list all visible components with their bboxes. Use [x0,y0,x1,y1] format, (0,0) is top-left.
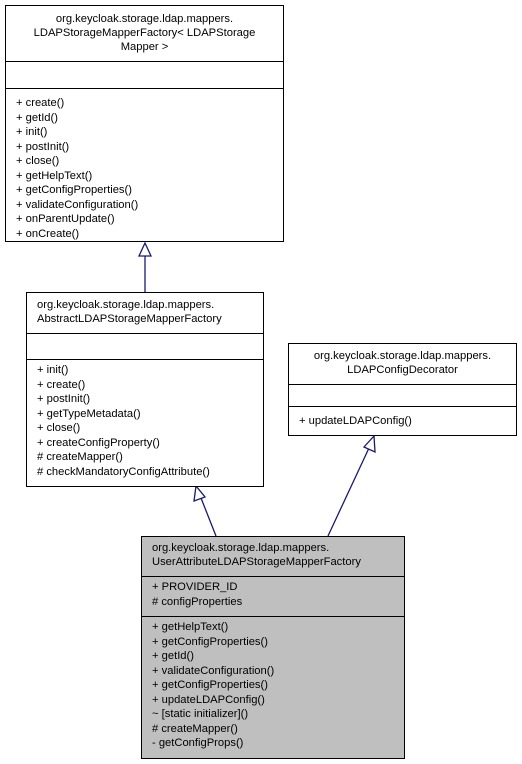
arrow-useratt-to-abstract [201,498,216,536]
method: + validateConfiguration() [152,664,275,677]
title-line: org.keycloak.storage.ldap.mappers. [55,13,234,25]
class-title [142,537,404,576]
title-line: org.keycloak.storage.ldap.mappers. [313,350,492,362]
class-title [6,6,283,61]
method: + init() [16,126,48,138]
class-user-attribute-ldap-storage-mapper-factory[interactable] [141,536,405,759]
method: + create() [37,378,86,391]
method: # createMapper() [152,722,238,735]
method: + getTypeMetadata() [37,407,141,420]
class-title [27,293,263,333]
methods-section [142,616,404,758]
method: + onCreate() [16,227,80,240]
method: + create() [16,97,65,109]
method: + getConfigProperties() [152,635,268,648]
arrowhead-abstract [194,486,205,501]
method: - getConfigProps() [152,737,244,749]
method: + updateLDAPConfig() [299,415,412,427]
title-line: Mapper > [120,41,169,53]
method: + validateConfiguration() [16,198,139,211]
class-ldap-storage-mapper-factory[interactable] [5,5,284,242]
method: # checkMandatoryConfigAttribute() [37,465,210,478]
attributes-section [27,333,263,359]
title-line: LDAPStorageMapperFactory< LDAPStorage [33,27,256,39]
title-line: LDAPConfigDecorator [347,364,458,376]
method: + getConfigProperties() [152,679,268,691]
arrow-useratt-to-decorator [328,448,369,536]
method: + getHelpText() [16,169,93,182]
arrowhead-factory [139,243,151,256]
class-abstract-ldap-storage-mapper-factory[interactable] [26,292,264,487]
class-title [289,344,516,384]
method: + close() [16,155,60,167]
method: + onParentUpdate() [16,213,115,225]
method: + postInit() [37,393,91,405]
method: + createConfigProperty() [37,436,160,449]
methods-section [6,88,283,241]
method: + postInit() [16,140,70,153]
title-line: org.keycloak.storage.ldap.mappers. [37,299,215,311]
attributes-section [142,576,404,616]
attributes-section [6,61,283,88]
arrowhead-decorator [364,436,375,452]
method: + getHelpText() [152,621,229,633]
attributes-section [289,384,516,406]
method: # createMapper() [37,451,123,463]
method: + init() [37,364,69,376]
method: ~ [static initializer]() [152,708,249,720]
method: + getId() [152,650,194,662]
title-line: org.keycloak.storage.ldap.mappers. [152,542,330,554]
class-ldap-config-decorator[interactable] [288,343,517,436]
method: + close() [37,422,81,434]
method: + getId() [16,111,58,124]
methods-section [27,359,263,486]
method: + updateLDAPConfig() [152,693,265,706]
method: + getConfigProperties() [16,184,132,196]
title-line: AbstractLDAPStorageMapperFactory [37,313,222,325]
attribute: + PROVIDER_ID [152,581,238,593]
attribute: # configProperties [152,596,243,608]
title-line: UserAttributeLDAPStorageMapperFactory [152,556,361,568]
methods-section [289,406,516,435]
